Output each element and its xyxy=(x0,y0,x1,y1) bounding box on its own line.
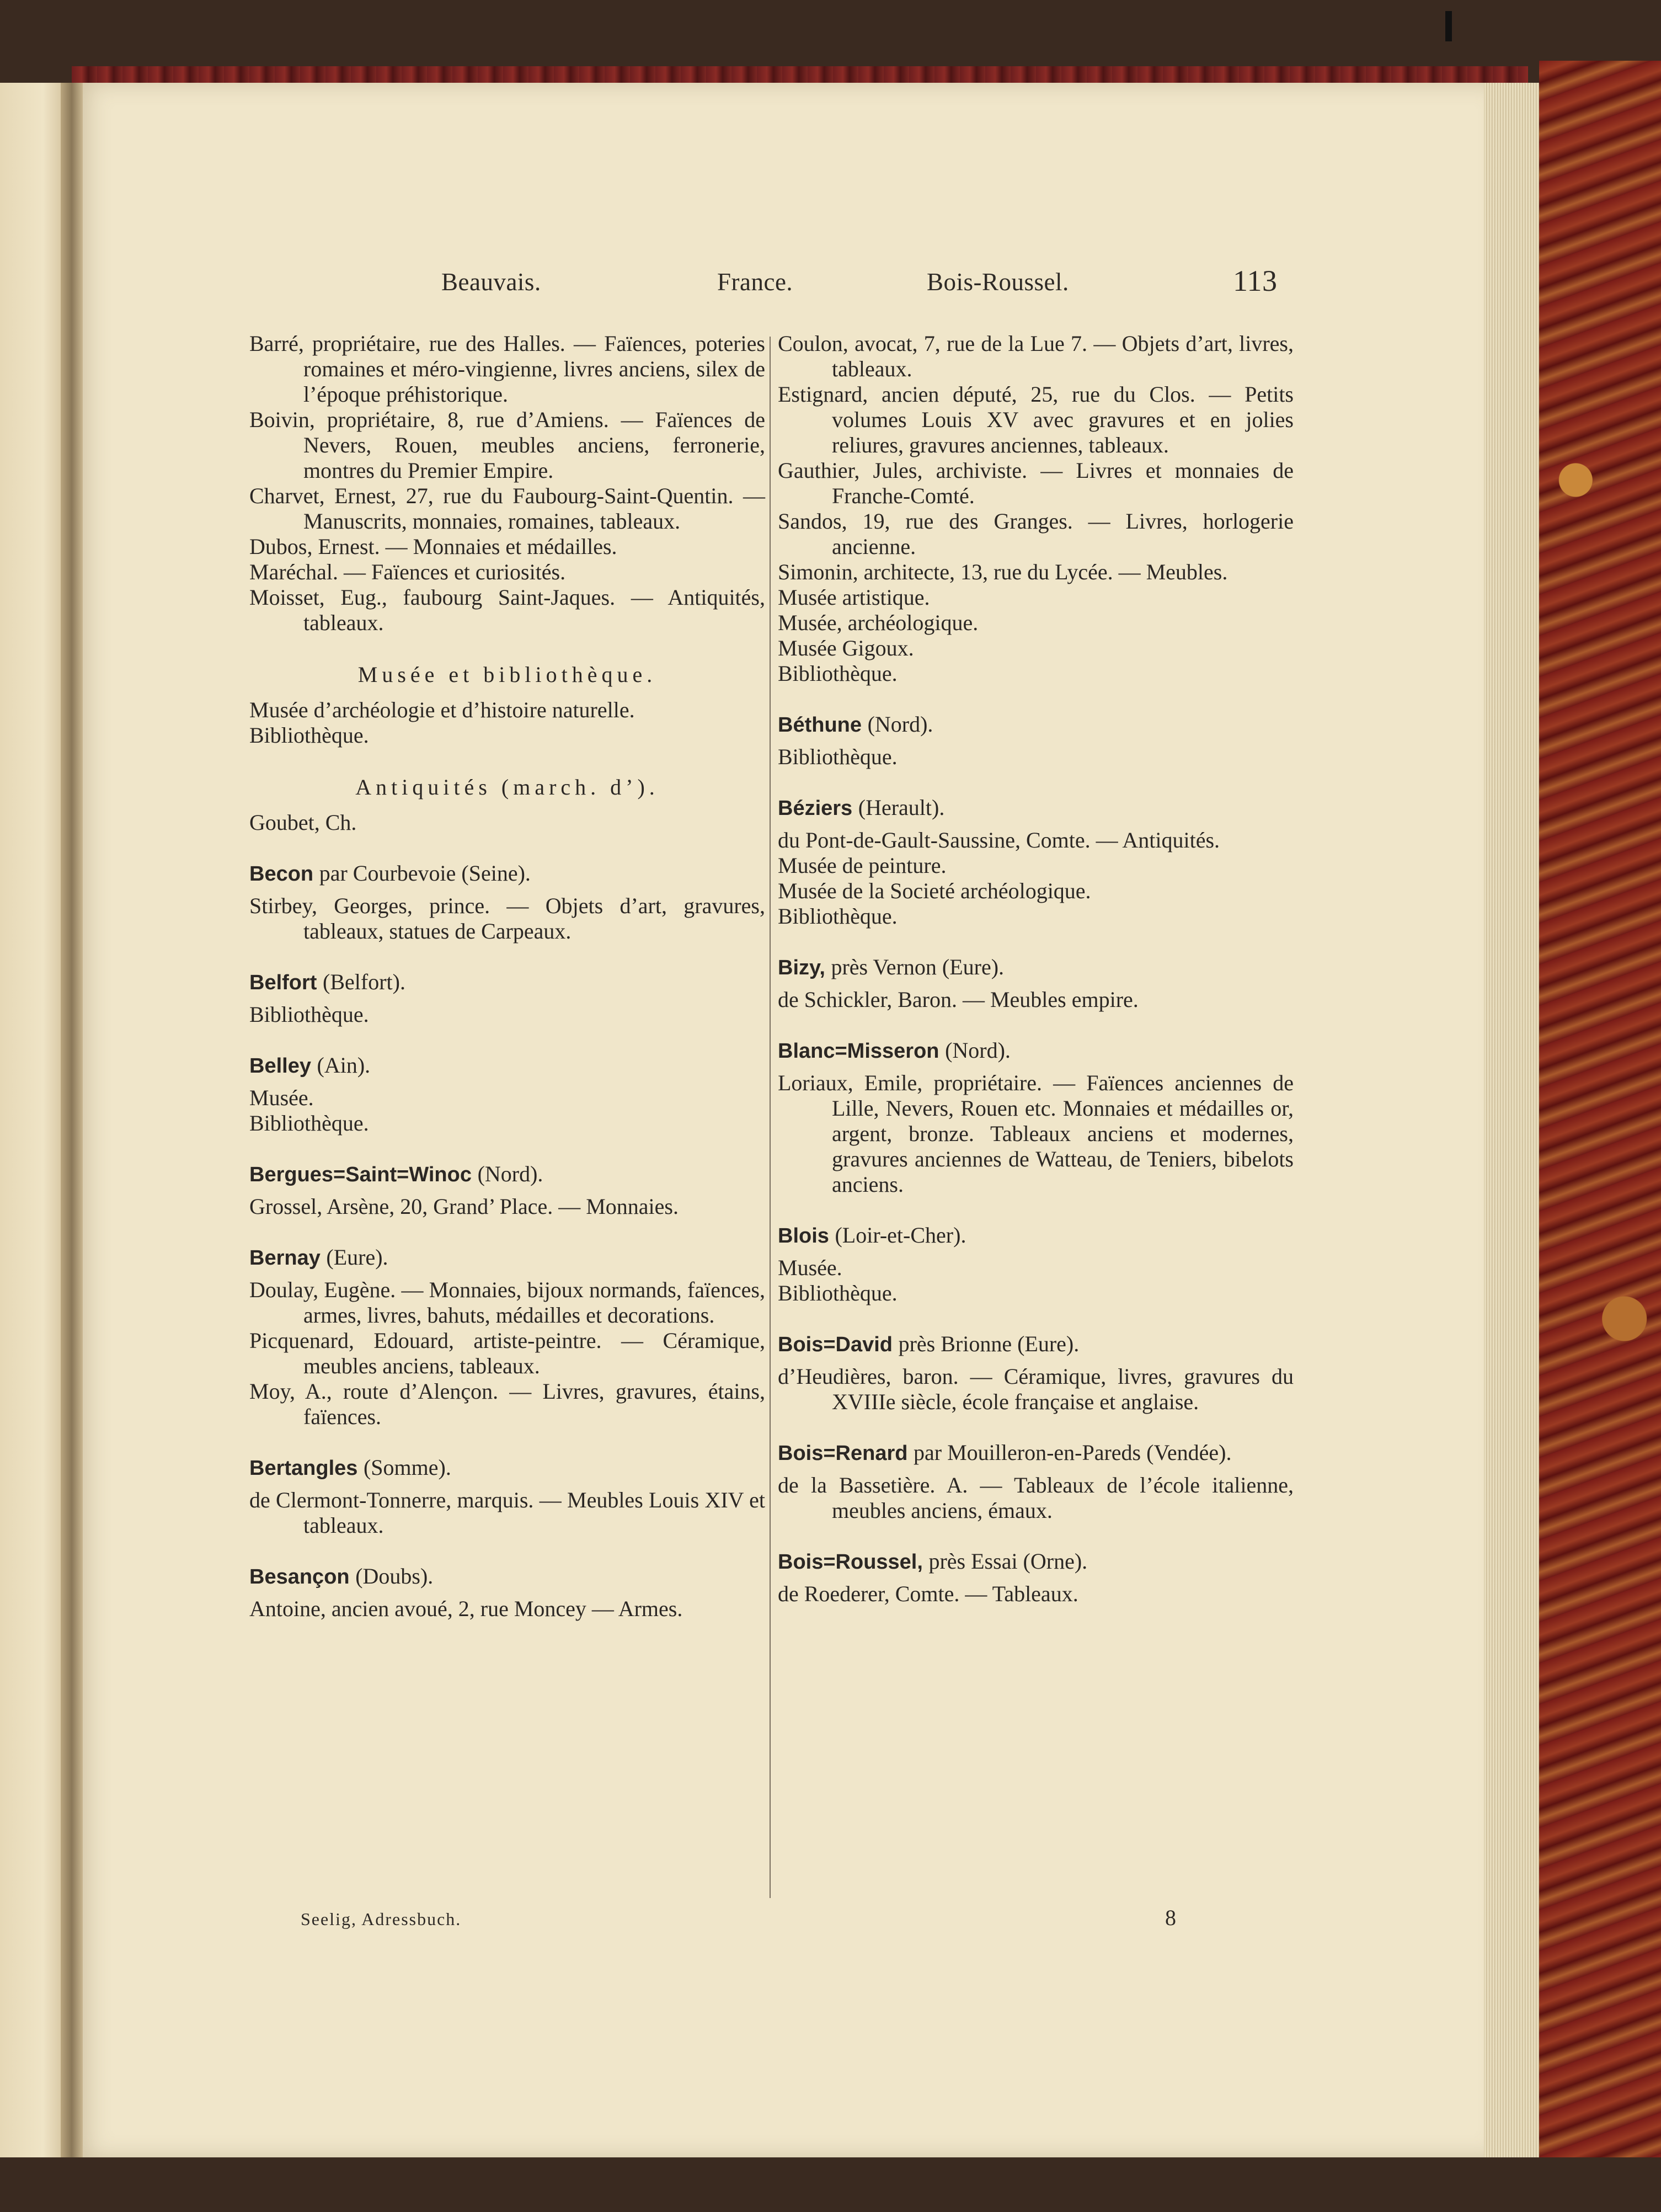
place-heading-bois-roussel xyxy=(778,1549,1294,1575)
entry: Boivin, propriétaire, 8, rue d’Amiens. — Faïences de Nevers, Rouen, meubles anciens, ferronerie, montres du Premier Empire. xyxy=(249,407,765,483)
place-heading-belfort xyxy=(249,969,765,995)
place-detail: près Essai (Orne). xyxy=(928,1549,1088,1574)
section-title-antiquites: Antiquités (march. d’). xyxy=(355,775,659,799)
place-heading-bois-david xyxy=(778,1331,1294,1357)
entry: Barré, propriétaire, rue des Halles. — Faïences, poteries romaines et méro-vingienne, livres anciens, silex de l’époque préhistorique. xyxy=(249,331,765,407)
entry: de la Bassetière. A. — Tableaux de l’école italienne, meubles anciens, émaux. xyxy=(778,1473,1294,1523)
place-name: Blanc=Misseron xyxy=(778,1040,939,1063)
place-name: Becon xyxy=(249,862,314,886)
place-name: Bergues=Saint=Winoc xyxy=(249,1163,472,1186)
list-item: Bibliothèque. xyxy=(778,1281,898,1305)
entry: Sandos, 19, rue des Granges. — Livres, horlogerie ancienne. xyxy=(778,509,1294,559)
entry: Moisset, Eug., faubourg Saint-Jaques. — Antiquités, tableaux. xyxy=(249,585,765,635)
place-heading-becon xyxy=(249,861,765,887)
section-title-musee: Musée et bibliothèque. xyxy=(357,662,657,687)
place-heading-belley xyxy=(249,1053,765,1079)
place-name: Besançon xyxy=(249,1565,350,1589)
list-item: Goubet, Ch. xyxy=(249,810,357,835)
entry: Coulon, avocat, 7, rue de la Lue 7. — Objets d’art, livres, tableaux. xyxy=(778,331,1294,381)
list-item: Musée d’archéologie et d’histoire naturelle. xyxy=(249,697,635,722)
place-heading-bergues xyxy=(249,1161,765,1187)
place-name: Bernay xyxy=(249,1246,321,1270)
entry: Dubos, Ernest. — Monnaies et médailles. xyxy=(249,534,617,559)
entry: Moy, A., route d’Alençon. — Livres, gravures, étains, faïences. xyxy=(249,1379,765,1429)
list-item: Bibliothèque. xyxy=(249,723,369,748)
footer-signature: Seelig, Adressbuch. xyxy=(301,1909,462,1929)
place-name: Bois=David xyxy=(778,1333,893,1356)
entry: d’Heudières, baron. — Céramique, livres, gravures du XVIIIe siècle, école française et anglaise. xyxy=(778,1364,1294,1414)
place-heading-beziers xyxy=(778,795,1294,821)
place-name: Béthune xyxy=(778,713,862,737)
entry: Antoine, ancien avoué, 2, rue Moncey — Armes. xyxy=(249,1596,683,1621)
entry: Simonin, architecte, 13, rue du Lycée. — Meubles. xyxy=(778,559,1228,584)
entry: du Pont-de-Gault-Saussine, Comte. — Antiquités. xyxy=(778,828,1220,852)
place-name: Belley xyxy=(249,1054,311,1078)
place-detail: (Doubs). xyxy=(355,1564,434,1589)
place-detail: (Nord). xyxy=(867,712,933,737)
place-detail: par Courbevoie (Seine). xyxy=(319,861,531,886)
list-item: Musée. xyxy=(778,1255,842,1280)
place-name: Bizy, xyxy=(778,956,825,979)
list-item: Bibliothèque. xyxy=(778,661,898,686)
place-detail: (Loir-et-Cher). xyxy=(835,1223,966,1248)
place-heading-bernay xyxy=(249,1245,765,1271)
place-heading-blois xyxy=(778,1223,1294,1249)
entry: Loriaux, Emile, propriétaire. — Faïences anciennes de Lille, Nevers, Rouen etc. Monnaies et médailles or, argent, bronze. Tableaux anciens et modernes, gravures anciennes de Watteau, de Teniers, bibelots anciens. xyxy=(778,1070,1294,1197)
list-item: Bibliothèque. xyxy=(778,904,898,929)
page-number: 113 xyxy=(1233,264,1278,297)
book-cover-right xyxy=(1539,61,1661,2157)
place-heading-blanc-misseron xyxy=(778,1038,1294,1064)
entry: de Schickler, Baron. — Meubles empire. xyxy=(778,987,1139,1012)
place-heading-bois-renard xyxy=(778,1440,1294,1466)
list-item: Musée. xyxy=(249,1085,314,1110)
place-detail: (Belfort). xyxy=(323,969,405,994)
column-divider xyxy=(770,337,771,1898)
scan-mark xyxy=(1445,11,1452,41)
entry: de Clermont-Tonnerre, marquis. — Meubles Louis XIV et tableaux. xyxy=(249,1488,765,1538)
entry: de Roederer, Comte. — Tableaux. xyxy=(778,1581,1078,1606)
entry: Grossel, Arsène, 20, Grand’ Place. — Monnaies. xyxy=(249,1194,679,1219)
place-name: Bois=Roussel, xyxy=(778,1550,923,1574)
place-name: Belfort xyxy=(249,971,317,994)
list-item: Musée de peinture. xyxy=(778,853,947,878)
list-item: Musée Gigoux. xyxy=(778,636,914,660)
list-item: Musée, archéologique. xyxy=(778,610,979,635)
entry: Picquenard, Edouard, artiste-peintre. — Céramique, meubles anciens, tableaux. xyxy=(249,1328,765,1378)
list-item: Bibliothèque. xyxy=(249,1002,369,1027)
left-column xyxy=(249,331,765,1622)
running-header-right: Bois-Roussel. xyxy=(927,268,1069,296)
place-detail: près Vernon (Eure). xyxy=(831,955,1005,979)
entry: Doulay, Eugène. — Monnaies, bijoux normands, faïences, armes, livres, bahuts, médailles et decorations. xyxy=(249,1277,765,1328)
list-item: Musée de la Societé archéologique. xyxy=(778,878,1091,903)
entry: Maréchal. — Faïences et curiosités. xyxy=(249,559,566,584)
list-item: Bibliothèque. xyxy=(778,744,898,769)
running-header-left: Beauvais. xyxy=(441,268,541,296)
place-detail: (Nord). xyxy=(945,1038,1011,1063)
entry: Stirbey, Georges, prince. — Objets d’art, gravures, tableaux, statues de Carpeaux. xyxy=(249,893,765,944)
entry: Estignard, ancien député, 25, rue du Clos. — Petits volumes Louis XV avec gravures et en jolies reliures, gravures anciennes, tableaux. xyxy=(778,382,1294,457)
place-detail: (Herault). xyxy=(858,795,945,820)
running-header-center: France. xyxy=(717,268,793,296)
place-detail: (Nord). xyxy=(477,1161,543,1186)
place-name: Bois=Renard xyxy=(778,1442,908,1465)
place-heading-bethune xyxy=(778,712,1294,738)
place-name: Blois xyxy=(778,1224,829,1248)
list-item: Bibliothèque. xyxy=(249,1111,369,1136)
place-detail: (Eure). xyxy=(326,1245,388,1270)
place-name: Bertangles xyxy=(249,1457,358,1480)
place-name: Béziers xyxy=(778,797,853,820)
footer-sheet-number: 8 xyxy=(1165,1905,1176,1930)
place-detail: près Brionne (Eure). xyxy=(898,1331,1080,1356)
place-detail: (Ain). xyxy=(317,1053,371,1078)
place-heading-besancon xyxy=(249,1564,765,1590)
place-detail: par Mouilleron-en-Pareds (Vendée). xyxy=(914,1440,1232,1465)
entry: Charvet, Ernest, 27, rue du Faubourg-Saint-Quentin. — Manuscrits, monnaies, romaines, tableaux. xyxy=(249,483,765,534)
place-detail: (Somme). xyxy=(363,1455,451,1480)
list-item: Musée artistique. xyxy=(778,585,930,610)
entry: Gauthier, Jules, archiviste. — Livres et monnaies de Franche-Comté. xyxy=(778,458,1294,508)
place-heading-bizy xyxy=(778,955,1294,980)
book-gutter xyxy=(61,83,83,2157)
page-edges xyxy=(1484,83,1539,2157)
place-heading-bertangles xyxy=(249,1455,765,1481)
right-column xyxy=(778,331,1294,1607)
